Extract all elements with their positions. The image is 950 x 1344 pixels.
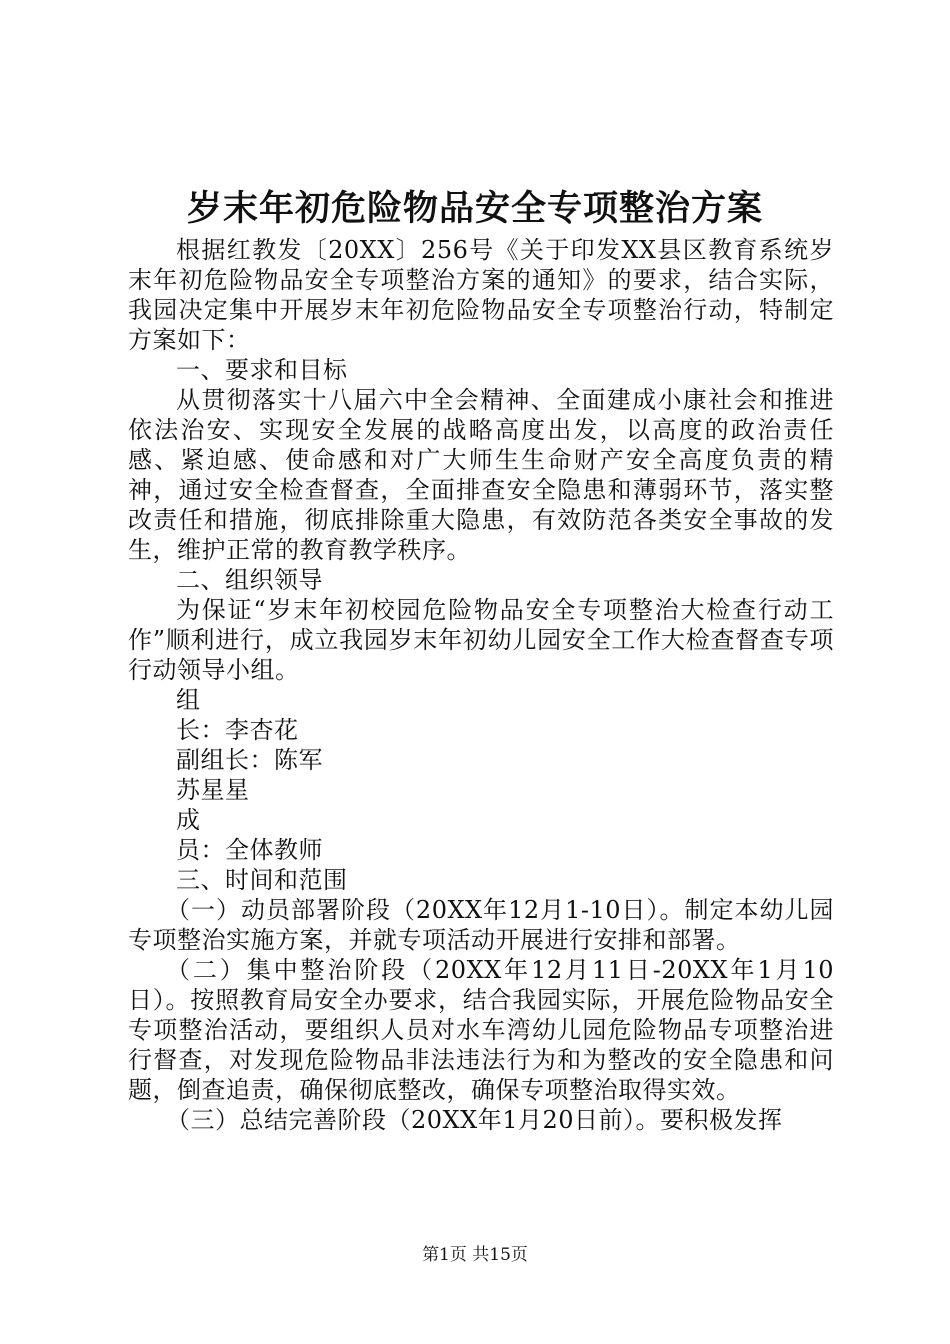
section-heading-organization: 二、组织领导 xyxy=(176,566,323,594)
deputy-leader-line-2: 苏星星 xyxy=(176,776,250,804)
document-title: 岁末年初危险物品安全专项整治方案 xyxy=(186,188,763,229)
member-line-part1: 成 xyxy=(176,806,201,834)
section-heading-requirements: 一、要求和目标 xyxy=(176,356,348,384)
page-footer: 第1页 共15页 xyxy=(422,1245,528,1265)
organization-paragraph: 为保证“岁末年初校园危险物品安全专项整治大检查行动工作”顺利进行，成立我园岁末年初幼儿园安全工作大检查督查专项行动领导小组。 xyxy=(128,596,834,684)
stage-one-paragraph: （一）动员部署阶段（20XX年12月1-10日）。制定本幼儿园专项整治实施方案，并就专项活动开展进行安排和部署。 xyxy=(128,896,834,954)
document-body xyxy=(128,235,834,1135)
section-heading-schedule: 三、时间和范围 xyxy=(176,866,348,894)
member-line-part2: 员：全体教师 xyxy=(176,836,323,864)
intro-paragraph: 根据红教发〔20XX〕256号《关于印发XX县区教育系统岁末年初危险物品安全专项整治方案的通知》的要求，结合实际，我园决定集中开展岁末年初危险物品安全专项整治行动，特制定方案如下： xyxy=(128,236,834,354)
leader-line-part2: 长：李杏花 xyxy=(176,716,299,744)
deputy-leader-line: 副组长：陈军 xyxy=(176,746,323,774)
leader-line-part1: 组 xyxy=(176,686,201,714)
stage-two-paragraph: （二）集中整治阶段（20XX年12月11日-20XX年1月10日）。按照教育局安全办要求，结合我园实际，开展危险物品安全专项整治活动，要组织人员对水车湾幼儿园危险物品专项整治进行督查，对发现危险物品非法违法行为和为整改的安全隐患和问题，倒查追责，确保彻底整改，确保专项整治取得实效。 xyxy=(128,956,834,1104)
requirements-paragraph: 从贯彻落实十八届六中全会精神、全面建成小康社会和推进依法治安、实现安全发展的战略高度出发，以高度的政治责任感、紧迫感、使命感和对广大师生生命财产安全高度负责的精神，通过安全检查督查，全面排查安全隐患和薄弱环节，落实整改责任和措施，彻底排除重大隐患，有效防范各类安全事故的发生，维护正常的教育教学秩序。 xyxy=(128,386,834,564)
stage-three-paragraph: （三）总结完善阶段（20XX年1月20日前）。要积极发挥 xyxy=(166,1106,783,1134)
